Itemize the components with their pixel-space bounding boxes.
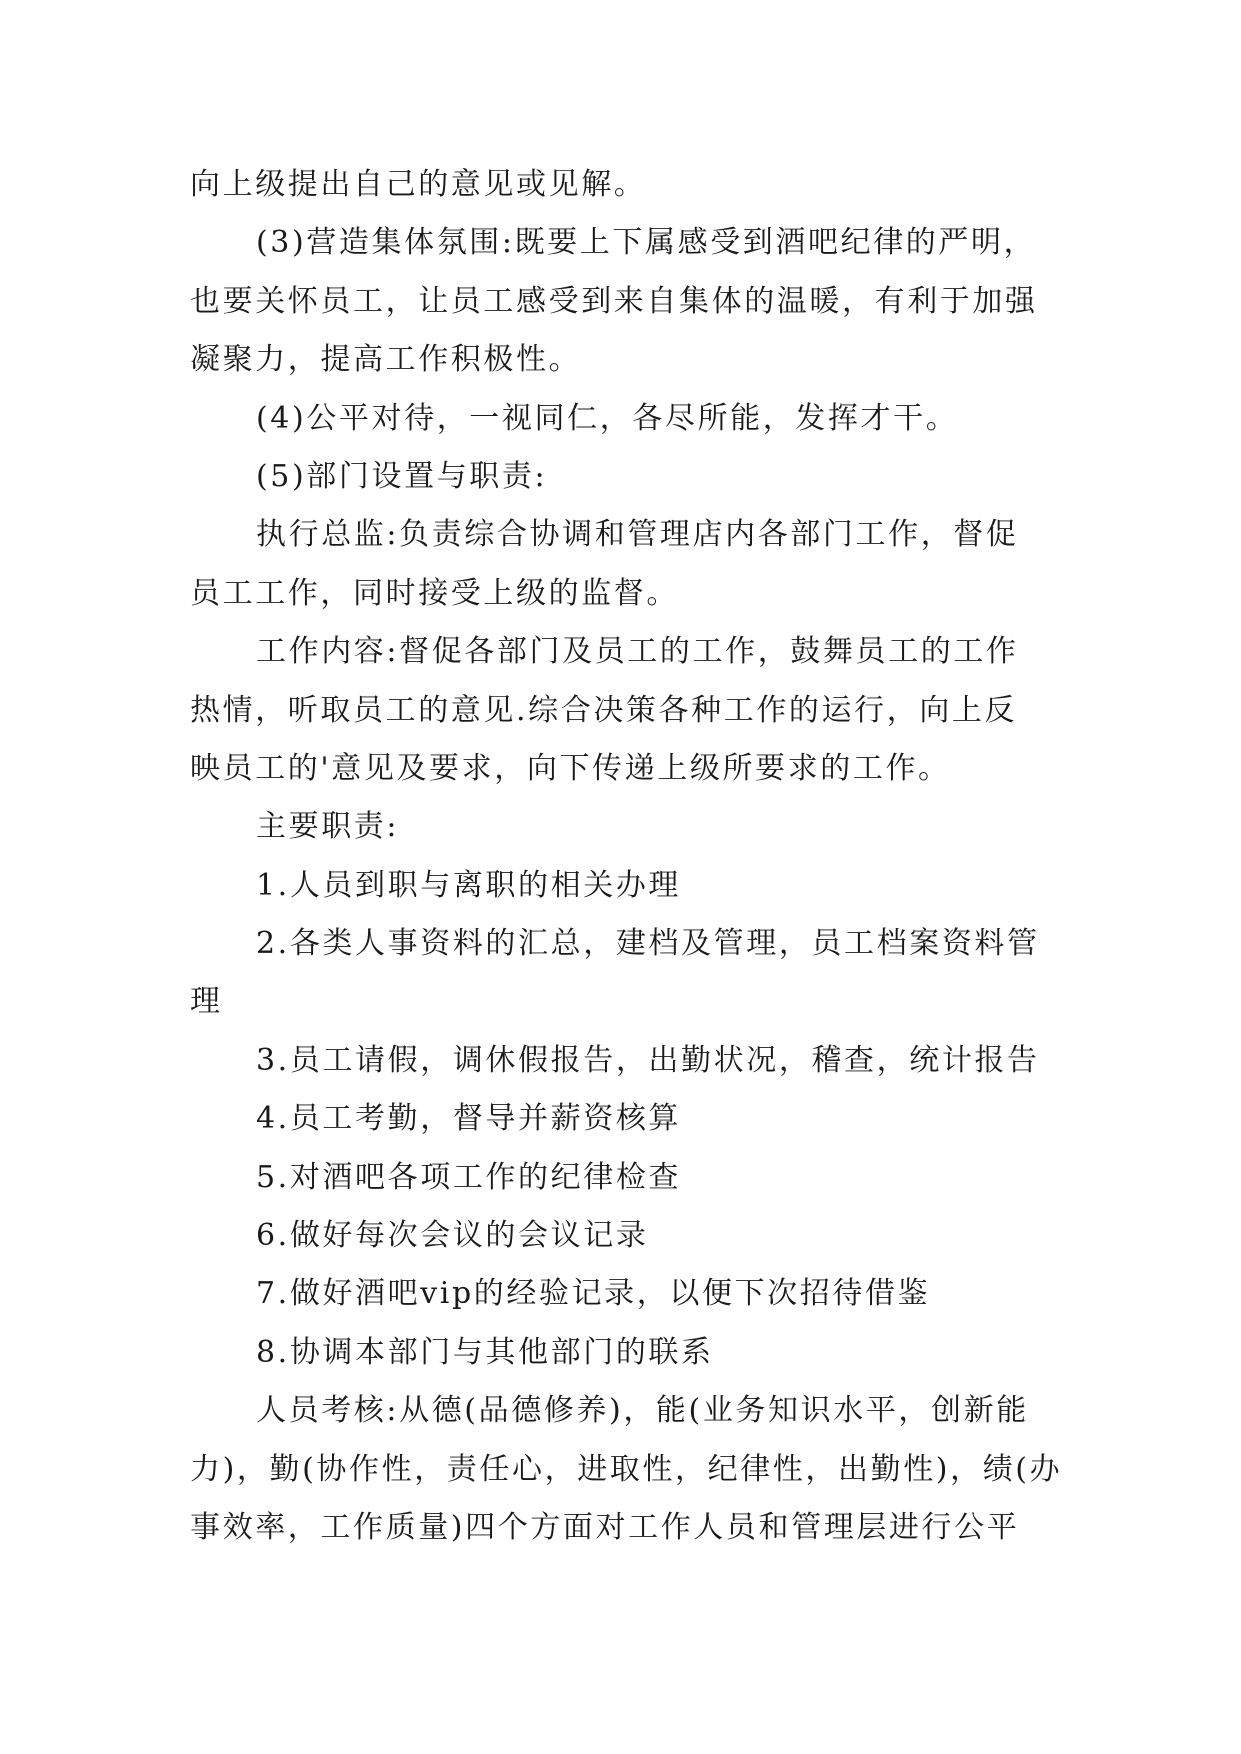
text-line: 执行总监:负责综合协调和管理店内各部门工作，督促	[256, 517, 1019, 553]
text-line: 5.对酒吧各项工作的纪律检查	[256, 1159, 682, 1195]
text-line: 8.协调本部门与其他部门的联系	[256, 1334, 714, 1370]
text-line: 2.各类人事资料的汇总，建档及管理，员工档案资料管	[256, 926, 1040, 962]
text-line: (4)公平对待，一视同仁，各尽所能，发挥才干。	[256, 400, 959, 436]
text-line: 主要职责:	[256, 809, 400, 845]
text-line: 事效率，工作质量)四个方面对工作人员和管理层进行公平	[190, 1509, 1020, 1545]
document-body	[190, 156, 1063, 1557]
text-line: 1.人员到职与离职的相关办理	[256, 867, 682, 903]
text-line: (5)部门设置与职责:	[256, 458, 548, 494]
text-line: 理	[190, 984, 223, 1020]
text-line: 3.员工请假，调休假报告，出勤状况，稽查，统计报告	[256, 1042, 1040, 1078]
text-line: 4.员工考勤，督导并薪资核算	[256, 1101, 682, 1137]
text-line: 向上级提出自己的意见或见解。	[190, 167, 647, 202]
text-line: 映员工的'意见及要求，向下传递上级所要求的工作。	[190, 750, 951, 786]
text-line: 7.做好酒吧vip的经验记录，以便下次招待借鉴	[256, 1276, 931, 1312]
text-line: 工作内容:督促各部门及员工的工作，鼓舞员工的工作	[256, 634, 1019, 670]
text-line: 热情，听取员工的意见.综合决策各种工作的运行，向上反	[190, 692, 1018, 728]
text-line: 也要关怀员工，让员工感受到来自集体的温暖，有利于加强	[190, 283, 1038, 319]
text-line: 6.做好每次会议的会议记录	[256, 1218, 649, 1254]
text-line: (3)营造集体氛围:既要上下属感受到酒吧纪律的严明，	[256, 225, 1037, 261]
text-line: 员工工作，同时接受上级的监督。	[190, 575, 679, 611]
text-line: 凝聚力，提高工作积极性。	[190, 342, 582, 378]
text-line: 人员考核:从德(品德修养)，能(业务知识水平，创新能	[256, 1393, 1029, 1429]
text-line: 力)，勤(协作性，责任心，进取性，纪律性，出勤性)，绩(办	[190, 1451, 1063, 1487]
